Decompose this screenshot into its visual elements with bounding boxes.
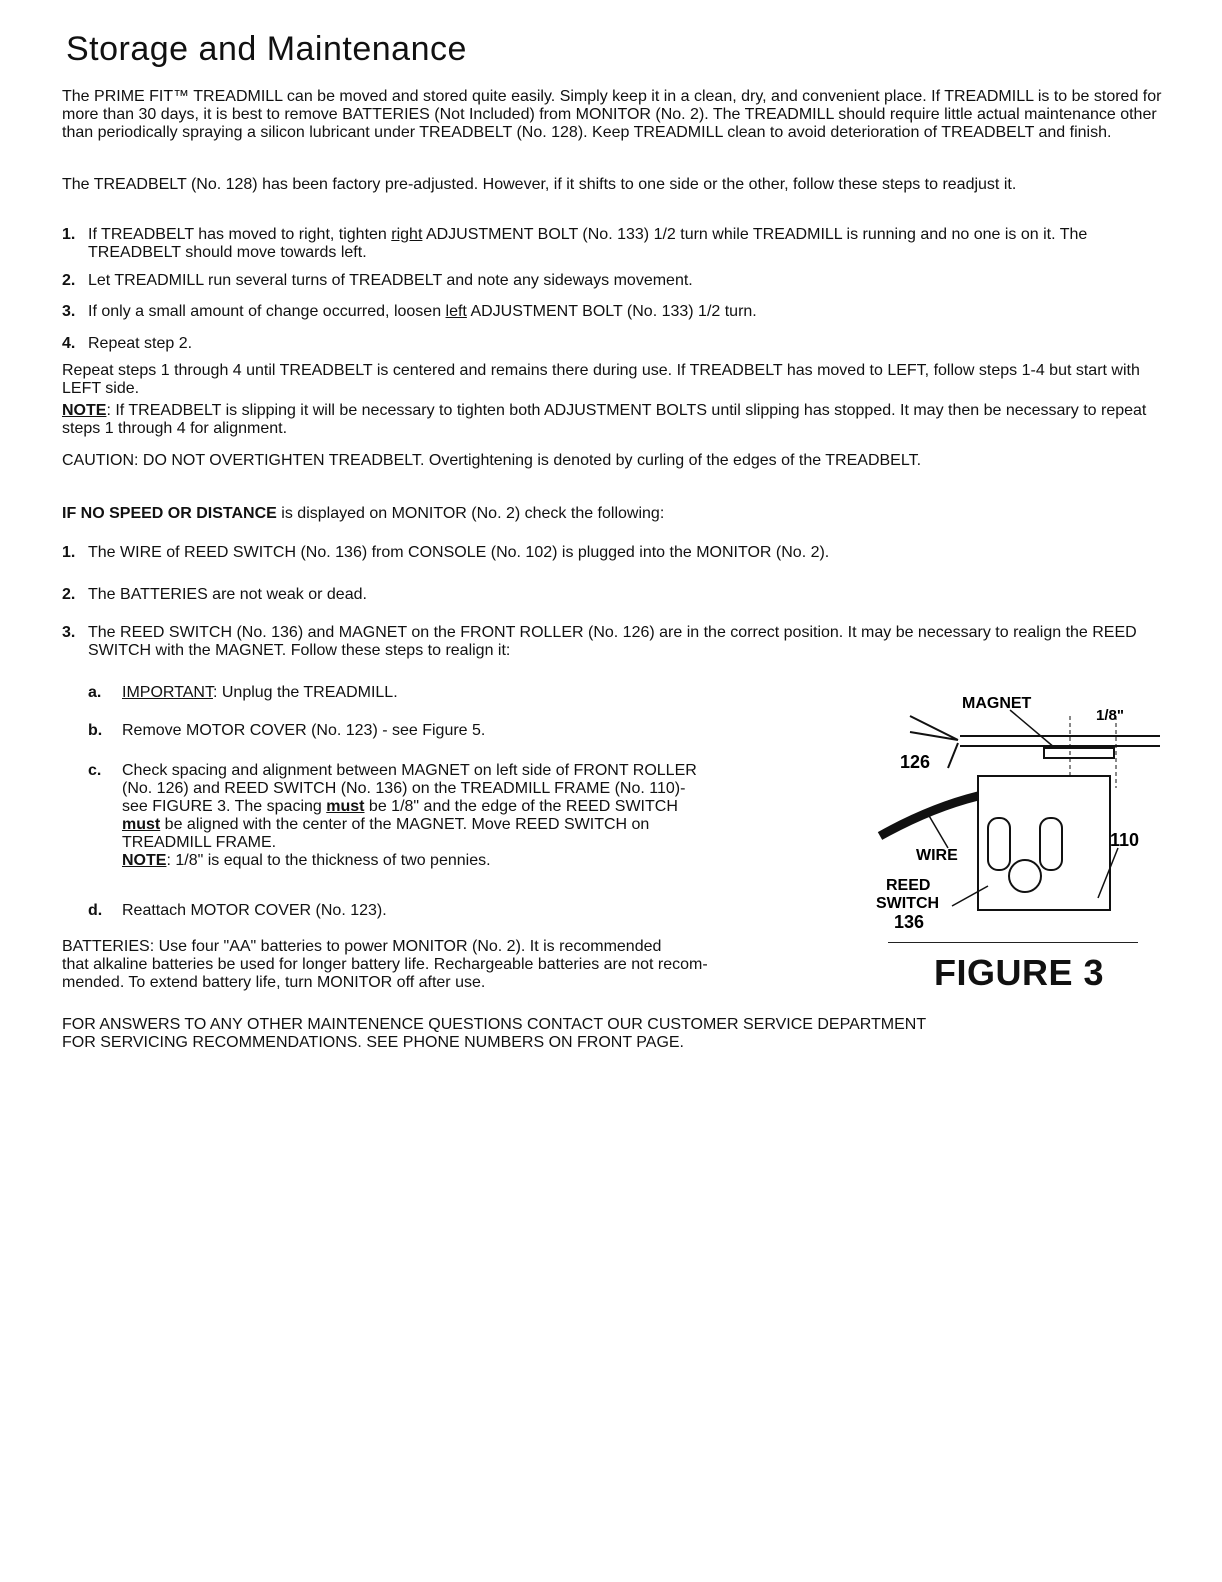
substep-line: (No. 126) and REED SWITCH (No. 136) on the TREADMILL FRAME (No. 110)- xyxy=(122,780,686,797)
must-emphasis: must xyxy=(326,798,365,815)
step-text: If TREADBELT has moved to right, tighten xyxy=(88,226,392,243)
substep-b: Remove MOTOR COVER (No. 123) - see Figure 5. xyxy=(122,722,486,739)
gap-label: 1/8" xyxy=(1096,707,1124,724)
substep-line xyxy=(122,816,832,834)
note-text: : 1/8" is equal to the thickness of two pennies. xyxy=(166,852,491,869)
substep-text: be aligned with the center of the MAGNET. Move REED SWITCH on xyxy=(160,816,650,833)
reed-label-line2: SWITCH xyxy=(876,895,940,912)
note-label: NOTE xyxy=(62,402,107,419)
step-text: ADJUSTMENT BOLT (No. 133) 1/2 turn. xyxy=(466,303,757,320)
substep-letter: b. xyxy=(88,722,103,739)
treadbelt-paragraph: The TREADBELT (No. 128) has been factory pre-adjusted. However, if it shifts to one side or the other, follow these steps to readjust it. xyxy=(62,176,1017,193)
step-number: 2. xyxy=(62,272,76,289)
page-title: Storage and Maintenance xyxy=(66,30,467,68)
speed-step-1: The WIRE of REED SWITCH (No. 136) from CONSOLE (No. 102) is plugged into the MONITOR (No. 2). xyxy=(88,544,830,561)
substep-text: be 1/8" and the edge of the REED SWITCH xyxy=(364,798,678,815)
must-emphasis: must xyxy=(122,816,161,833)
batteries-paragraph xyxy=(62,938,862,992)
substep-letter: a. xyxy=(88,684,102,701)
intro-paragraph: The PRIME FIT™ TREADMILL can be moved and stored quite easily. Simply keep it in a clean, dry, and convenient place. If TREADMILL is to be stored for more than 30 days, it is best to remove BATTERIES (Not Included) from MONITOR (No. 2). The TREADMILL should require little actual maintenance other than periodically spraying a silicon lubricant under TREADBELT (No. 128). Keep TREADMILL clean to avoid deterioration of TREADBELT and finish. xyxy=(62,88,1162,141)
substep-text: see FIGURE 3. The spacing xyxy=(122,798,327,815)
reed-slot-left xyxy=(988,818,1010,870)
step-text: ADJUSTMENT BOLT (No. 133) 1/2 turn while TREADMILL is running and no one is on it. The TREADBELT should move towards left. xyxy=(88,226,1088,261)
substep-note xyxy=(122,852,832,870)
substep-letter: d. xyxy=(88,902,103,919)
adjust-step-2: Let TREADMILL run several turns of TREADBELT and note any sideways movement. xyxy=(88,272,693,289)
substep-letter: c. xyxy=(88,762,102,779)
figure-3-diagram xyxy=(870,688,1170,943)
substep-text: : Unplug the TREADMILL. xyxy=(212,684,398,701)
substep-d: Reattach MOTOR COVER (No. 123). xyxy=(122,902,387,919)
figure-title: FIGURE 3 xyxy=(934,952,1105,993)
roller-label: 126 xyxy=(900,752,931,772)
closing-line: FOR ANSWERS TO ANY OTHER MAINTENENCE QUESTIONS CONTACT OUR CUSTOMER SERVICE DEPARTMENT xyxy=(62,1016,927,1033)
magnet-leader xyxy=(1010,710,1055,748)
batteries-line: BATTERIES: Use four "AA" batteries to power MONITOR (No. 2). It is recommended xyxy=(62,938,662,955)
substep-line xyxy=(122,798,832,816)
substep-line: Check spacing and alignment between MAGNET on left side of FRONT ROLLER xyxy=(122,762,697,779)
reed-slot-right xyxy=(1040,818,1062,870)
adjust-step-4: Repeat step 2. xyxy=(88,335,193,352)
figure-rule xyxy=(888,942,1138,943)
adjust-step-3 xyxy=(88,303,1168,321)
note-paragraph xyxy=(62,402,1162,438)
wire-label: WIRE xyxy=(916,847,958,864)
step-number: 1. xyxy=(62,226,76,243)
closing-paragraph xyxy=(62,1016,1172,1052)
substep-line: TREADMILL FRAME. xyxy=(122,834,277,851)
reed-label-line1: REED xyxy=(886,877,931,894)
step-number: 3. xyxy=(62,624,76,641)
note-text: : If TREADBELT is slipping it will be necessary to tighten both ADJUSTMENT BOLTS until slipping has stopped. It may then be necessary to repeat steps 1 through 4 for alignment. xyxy=(62,402,1147,437)
substep-c xyxy=(122,762,832,870)
speed-intro xyxy=(62,505,1162,523)
step-number: 4. xyxy=(62,335,76,352)
step-emphasis: right xyxy=(391,226,423,243)
reed-label-line3: 136 xyxy=(894,912,925,932)
repeat-paragraph: Repeat steps 1 through 4 until TREADBELT is centered and remains there during use. If TREADBELT has moved to LEFT, follow steps 1-4 but start with LEFT side. xyxy=(62,362,1140,397)
closing-line: FOR SERVICING RECOMMENDATIONS. SEE PHONE NUMBERS ON FRONT PAGE. xyxy=(62,1034,684,1051)
adjust-step-1 xyxy=(88,226,1168,262)
magnet-label: MAGNET xyxy=(962,695,1032,712)
important-label: IMPORTANT xyxy=(122,684,213,701)
batteries-line: that alkaline batteries be used for longer battery life. Rechargeable batteries are not recom- xyxy=(62,956,708,973)
substep-a xyxy=(122,684,398,702)
speed-intro-bold: IF NO SPEED OR DISTANCE xyxy=(62,505,277,522)
wire-leader xyxy=(928,814,948,848)
step-number: 2. xyxy=(62,586,76,603)
reed-sensor-circle xyxy=(1009,860,1041,892)
batteries-line: mended. To extend battery life, turn MONITOR off after use. xyxy=(62,974,486,991)
speed-intro-text: is displayed on MONITOR (No. 2) check the following: xyxy=(276,505,665,522)
step-number: 3. xyxy=(62,303,76,320)
frame-label: 110 xyxy=(1110,830,1140,850)
note-label: NOTE xyxy=(122,852,167,869)
step-number: 1. xyxy=(62,544,76,561)
step-emphasis: left xyxy=(445,303,467,320)
speed-step-3: The REED SWITCH (No. 136) and MAGNET on the FRONT ROLLER (No. 126) are in the correct position. It may be necessary to realign the REED SWITCH with the MAGNET. Follow these steps to realign it: xyxy=(88,624,1137,659)
magnet-block xyxy=(1044,748,1114,758)
step-text: If only a small amount of change occurred, loosen xyxy=(88,303,446,320)
caution-paragraph: CAUTION: DO NOT OVERTIGHTEN TREADBELT. Overtightening is denoted by curling of the edges of the TREADBELT. xyxy=(62,452,922,469)
speed-step-2: The BATTERIES are not weak or dead. xyxy=(88,586,367,603)
